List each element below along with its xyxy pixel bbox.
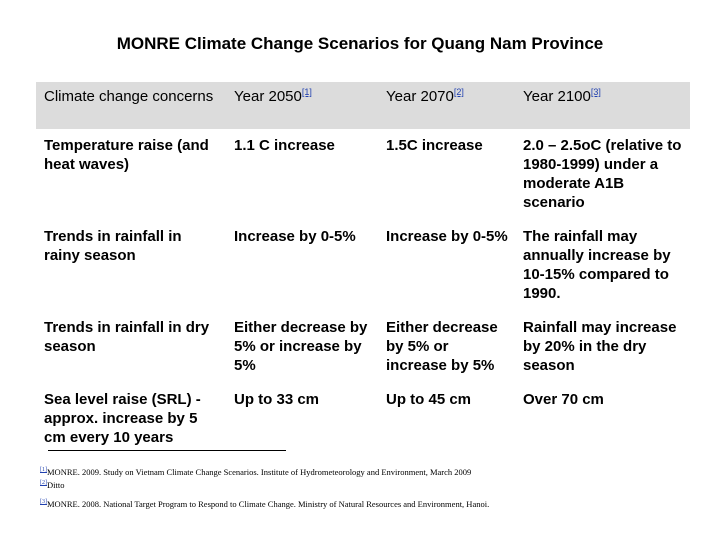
table-cell: Either decrease by 5% or increase by 5% bbox=[386, 319, 498, 374]
table-cell: Increase by 0-5% bbox=[234, 228, 356, 245]
header-year-2100: Year 2100[3] bbox=[515, 82, 690, 129]
footnotes bbox=[40, 465, 700, 509]
footnote-text: MONRE. 2008. National Target Program to Respond to Climate Change. Ministry of Natural Resources and Environment, Hanoi. bbox=[47, 498, 490, 509]
table-cell: 1.1 C increase bbox=[234, 137, 335, 154]
scenario-table bbox=[36, 82, 690, 455]
table-header-row bbox=[36, 82, 690, 129]
footnote-ref-2[interactable]: [2] bbox=[453, 87, 464, 97]
table-cell: Trends in rainfall in rainy season bbox=[44, 228, 182, 264]
footnote-ref-1[interactable]: [1] bbox=[301, 87, 312, 97]
footnote-1 bbox=[40, 465, 700, 478]
footnote-text: Ditto bbox=[47, 479, 65, 490]
table-cell: Up to 45 cm bbox=[386, 391, 472, 408]
table-cell: 1.5C increase bbox=[386, 137, 483, 154]
header-year-2070: Year 2070[2] bbox=[378, 82, 515, 129]
table-cell: Trends in rainfall in dry season bbox=[44, 319, 210, 355]
footnote-separator bbox=[48, 450, 286, 451]
table-cell: Rainfall may increase by 20% in the dry season bbox=[523, 319, 677, 374]
footnote-marker[interactable]: [2] bbox=[40, 479, 47, 486]
table-row bbox=[36, 383, 690, 455]
footnote-3 bbox=[40, 497, 700, 510]
header-year-2050: Year 2050[1] bbox=[226, 82, 378, 129]
footnote-marker[interactable]: [3] bbox=[40, 498, 47, 505]
table-cell: Sea level raise (SRL) - approx. increase by 5 cm every 10 years bbox=[44, 391, 201, 446]
footnote-text: MONRE. 2009. Study on Vietnam Climate Change Scenarios. Institute of Hydrometeorology and Environment, March 2009 bbox=[47, 466, 472, 477]
table-row bbox=[36, 311, 690, 383]
table-row bbox=[36, 220, 690, 311]
table-row bbox=[36, 129, 690, 220]
table-cell: 2.0 – 2.5oC (relative to 1980-1999) under a moderate A1B scenario bbox=[523, 137, 682, 211]
table-cell: The rainfall may annually increase by 10-15% compared to 1990. bbox=[523, 228, 671, 302]
table-cell: Increase by 0-5% bbox=[386, 228, 508, 245]
footnote-2 bbox=[40, 478, 700, 491]
table-cell: Over 70 cm bbox=[523, 391, 604, 408]
header-concerns: Climate change concerns bbox=[36, 82, 226, 129]
slide-title: MONRE Climate Change Scenarios for Quang Nam Province bbox=[116, 34, 604, 53]
footnote-marker[interactable]: [1] bbox=[40, 467, 47, 473]
table-cell: Either decrease by 5% or increase by 5% bbox=[234, 319, 368, 374]
table-cell: Up to 33 cm bbox=[234, 391, 320, 408]
table-cell: Temperature raise (and heat waves) bbox=[44, 137, 209, 173]
footnote-ref-3[interactable]: [3] bbox=[590, 87, 601, 97]
